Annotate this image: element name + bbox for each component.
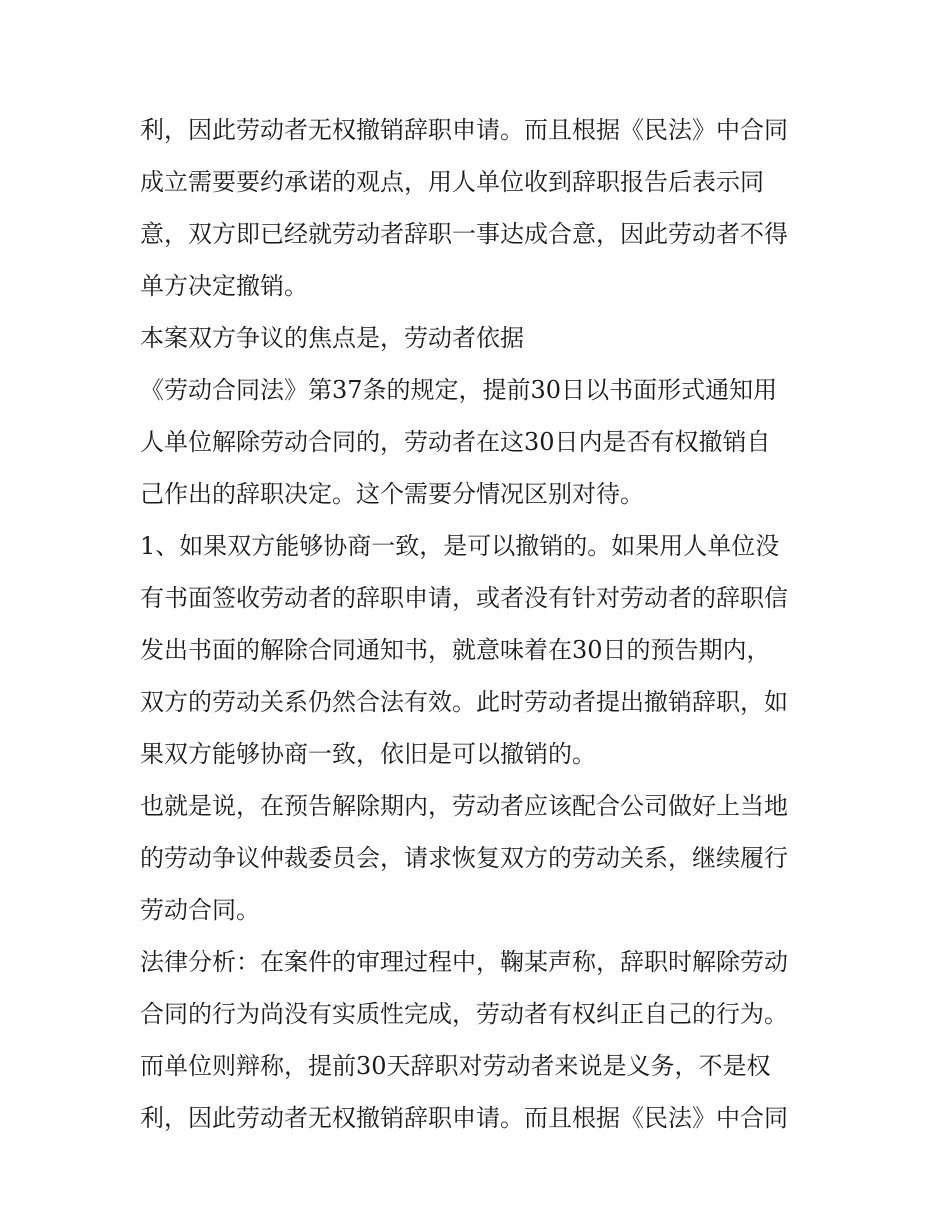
text-line-10: 有书面签收劳动者的辞职申请，或者没有针对劳动者的辞职信 [140, 584, 788, 612]
text-line-1: 利，因此劳动者无权撤销辞职申请。而且根据《民法》中合同 [140, 116, 788, 144]
text-line-7: 人单位解除劳动合同的，劳动者在这30日内是否有权撤销自 [140, 428, 771, 456]
text-line-2: 成立需要要约承诺的观点，用人单位收到辞职报告后表示同 [140, 168, 764, 196]
text-line-13: 果双方能够协商一致，依旧是可以撤销的。 [140, 740, 596, 768]
text-line-18: 合同的行为尚没有实质性完成，劳动者有权纠正自己的行为。 [140, 1000, 788, 1028]
text-line-8: 己作出的辞职决定。这个需要分情况区别对待。 [140, 480, 644, 508]
text-line-16: 劳动合同。 [140, 896, 260, 924]
text-line-17: 法律分析：在案件的审理过程中，鞠某声称，辞职时解除劳动 [140, 948, 788, 976]
text-line-15: 的劳动争议仲裁委员会，请求恢复双方的劳动关系，继续履行 [140, 844, 788, 872]
text-line-20: 利，因此劳动者无权撤销辞职申请。而且根据《民法》中合同 [140, 1104, 788, 1132]
text-line-5: 本案双方争议的焦点是，劳动者依据 [140, 324, 524, 352]
text-line-12: 双方的劳动关系仍然合法有效。此时劳动者提出撤销辞职，如 [140, 688, 788, 716]
text-line-6: 《劳动合同法》第37条的规定，提前30日以书面形式通知用 [140, 376, 778, 404]
text-line-3: 意，双方即已经就劳动者辞职一事达成合意，因此劳动者不得 [140, 220, 788, 248]
text-line-9: 1、如果双方能够协商一致，是可以撤销的。如果用人单位没 [140, 532, 780, 560]
text-line-4: 单方决定撤销。 [140, 272, 308, 300]
text-line-19: 而单位则辩称，提前30天辞职对劳动者来说是义务，不是权 [140, 1052, 771, 1080]
text-line-14: 也就是说，在预告解除期内，劳动者应该配合公司做好上当地 [140, 792, 788, 820]
document-page [140, 104, 820, 1144]
text-line-11: 发出书面的解除合同通知书，就意味着在30日的预告期内， [140, 636, 771, 664]
